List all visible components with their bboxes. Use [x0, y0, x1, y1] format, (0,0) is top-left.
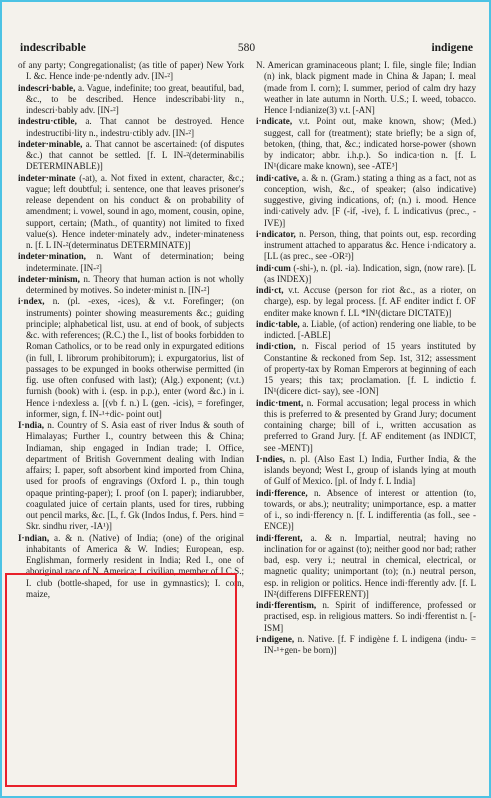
dictionary-entry — [18, 296, 244, 420]
headword: i·ndicator, — [256, 228, 296, 239]
definition: a. Liable, (of action) rendering one liable, to be indicted. [-ABLE] — [264, 318, 477, 340]
definition: of any party; Congregationalist; (as title of paper) New York I. &c. Hence inde·pe·ndently adv. [IN-²] — [18, 60, 244, 82]
headword: indi·cative, — [256, 172, 300, 183]
headword: i·ndicate, — [256, 116, 293, 127]
definition: n. Formal accusation; legal process in which this is preferred to & presented by Grand Jury; document containing charge; bill of i., written accusation as preferred to Grand Jury. [f. AF enditement (as INDICT, see -MENT)] — [264, 397, 476, 453]
headword: I·ndia, — [18, 420, 45, 430]
dictionary-entry — [18, 139, 244, 173]
headword: indic·tment, — [256, 397, 304, 408]
headword: i·ndigene, — [256, 633, 295, 644]
dictionary-entry — [256, 533, 476, 601]
headword: indeter·minable, — [18, 138, 83, 149]
dictionary-entry — [256, 263, 476, 286]
dictionary-entry — [18, 173, 244, 252]
definition: n. Theory that human action is not wholly determined by motives. So indeter·minist n. [IN-²] — [26, 273, 244, 295]
dictionary-entry — [18, 251, 244, 274]
definition: n. Spirit of indifference, professed or practised, esp. in religious matters. So indi·fferentist n. [-ISM] — [264, 600, 476, 633]
definition: n. Country of S. Asia east of river Indus & south of Himalayas; Further I., country between this & China; Indiaman, ship engaged in Indian trade; I. Office, department of British Government dealing with Indian affairs; I. paper, soft absorbent kind imported from China, used for proofs of engravings (Oxford I. p., thin tough opaque printing-paper); I. proof (on I. paper); indiarubber, coagulated juice of certain plants, used for tires, rubbing out pencil marks, &c. [L, f. Gk (Indos Indus, f. Pers. hind = Skr. sindhu river, -IA¹)] — [26, 420, 244, 532]
header-right-guide-word: indigene — [431, 42, 473, 54]
definition: a. & n. Impartial, neutral; having no inclination for or against (to); neither good nor bad; rather bad, esp. very i.; neutral in chemical, electrical, or magnetic quality; unimportant (to); (n.) neutral person, esp. in religion or politics. Hence indi·fferently adv. [f. L IN²(differens DIFFERENT)] — [264, 532, 476, 599]
definition: (-at), a. Not fixed in extent, character, &c.; vague; left doubtful; i. sentence, one that leaves prisoner's release dependent on his conduct & on probability of amendment; i. vowel, sound in ago, moment, cousin, opine, support, certain; (Math., of quantity) not limited to fixed value(s). Hence indeter·minately adv., indeter·minateness n. [f. L IN-²(determinatus DETERMINATE)] — [26, 172, 245, 250]
headword: indi·ction, — [256, 341, 296, 352]
definition: n. Want of determination; being indeterminate. [IN-²] — [26, 251, 244, 273]
header-left-guide-word: indescribable — [20, 42, 86, 54]
dictionary-entry — [256, 341, 476, 397]
dictionary-entry — [18, 83, 244, 117]
page-number: 580 — [237, 42, 256, 54]
definition: a. & n. (Native) of India; (one) of the original inhabitants of America & W. Indies; European, esp. Englishman, formerly resident in India; Red I., one of aboriginal race of N. America; I. civilian, member of I.C.S.; I. club (bottle-shaped, for use in gymnastics); I. corn, maize, — [26, 532, 244, 599]
dictionary-entry — [256, 600, 476, 634]
headword: indeter·minism, — [18, 273, 80, 284]
definition: a. Vague, indefinite; too great, beautiful, bad, &c., to be described. Hence indescribabi·lity n., indescri·bably adv. [IN-²] — [26, 82, 244, 115]
headword: I·ndies, — [256, 453, 286, 464]
definition: a. That cannot be ascertained: (of disputes &c.) that cannot be settled. [f. L IN-²(determinabilis DETERMINABLE)] — [26, 138, 245, 172]
definition: N. American graminaceous plant; I. file, single file; Indian (n) ink, black pigment made in China & Japan; I. meal (made from I. corn); I. summer, period of calm dry hazy weather in late autumn in North. U.S.; I. weed, tobacco. Hence I·ndianize(3) v.t. [-AN] — [256, 60, 476, 115]
dictionary-entry — [18, 116, 244, 139]
dictionary-entry — [256, 398, 476, 454]
definition: n. Absence of interest or attention (to, towards, or abs.); neutrality; unimportance, esp. a matter of i., so indi·fferency n. [f. L indifferentia (as foll., see -ENCE)] — [264, 487, 476, 532]
definition: n. Fiscal period of 15 years instituted by Constantine & reckoned from Sep. 1st, 312; assessment of property-tax by Roman Emperors at beginning of each 15 years; this tax; proclamation. [f. L indictio f. IN¹(dicere dict- say), see -ION] — [264, 341, 476, 397]
headword: indi·fference, — [256, 487, 308, 498]
definition: (-shi-), n. (pl. -ia). Indication, sign, (now rare). [L (as INDEX)] — [264, 262, 476, 284]
right-column — [256, 60, 476, 656]
definition: n. pl. (Also East I.) India, Further India, & the islands beyond; West I., group of islands lying at mouth of Gulf of Mexico. [pl. of Indy f. L India] — [264, 453, 476, 487]
definition: n. (pl. -exes, -ices), & v.t. Forefinger; (on instruments) pointer showing measurements &c.; guiding principle; alphabetical list, usu. at end of book, of subjects &c. with references; (R.C.) the I., list of books forbidden to Roman Catholics, or to be read only in expurgated editions (in full, I. librorum prohibitorum); i. expurgatorius, list of passages to be expunged in books otherwise permitted (in fig. use often confused with last); (Alg.) exponent; (v.t.) furnish (book) with i. (esp. in p.p.), enter (word &c.) in i. Hence i·ndexless a. [(vb f. n.) L (gen. -icis), = forefinger, informer, sign, f. IN-¹+dic- point out] — [26, 296, 244, 419]
highlight-box — [5, 573, 237, 787]
definition: a. That cannot be destroyed. Hence indestructibi·lity n., indestru·ctibly adv. [IN-²] — [26, 116, 244, 138]
definition: v.t. Point out, make known, show; (Med.) suggest, call for (treatment); state briefly; be a sign of, betoken, (thing, that, &c.; indicated horse-power (shown by indicator; abbr. i.h.p.). So indica·tion n. [f. L IN¹(dicare make known), see -ATE³] — [264, 116, 476, 172]
headword: I·ndian, — [18, 532, 50, 543]
left-column — [18, 60, 244, 600]
definition: a. & n. (Gram.) stating a thing as a fact, not as conception, wish, &c., of speaker; (also indicative) suggestive, giving indications, of; (n.) i. mood. Hence indi·catively adv. [F (-if, -ive), f. L indicativus (prec., -IVE)] — [264, 172, 476, 228]
dictionary-entry — [256, 116, 476, 172]
definition: v.t. Accuse (person for riot &c., as a rioter, on charge), esp. by legal process. [f. AF enditer indict f. OF enditer make known f. LL *IN¹(dictare DICTATE)] — [264, 285, 476, 318]
headword: indi·cum — [256, 262, 291, 273]
dictionary-entry — [256, 173, 476, 229]
dictionary-entry — [256, 60, 476, 116]
definition: n. Person, thing, that points out, esp. recording instrument attached to apparatus &c. Hence i·ndicatory a. [LL (as prec., see -OR²)] — [264, 228, 476, 262]
headword: indic·table, — [256, 318, 300, 329]
headword: indescri·bable, — [18, 82, 76, 93]
definition: n. Native. [f. F indigène f. L indigena (indu- = IN-¹+gen- be born)] — [264, 633, 476, 655]
headword: i·ndex, — [18, 296, 45, 307]
dictionary-entry — [256, 634, 476, 657]
dictionary-entry — [18, 274, 244, 297]
dictionary-entry — [256, 229, 476, 263]
running-header — [20, 42, 473, 58]
dictionary-entry — [18, 60, 244, 83]
dictionary-entry — [256, 319, 476, 342]
headword: indi·fferentism, — [256, 600, 317, 610]
headword: indeter·minate — [18, 172, 76, 183]
dictionary-entry — [256, 285, 476, 319]
dictionary-entry — [256, 488, 476, 533]
headword: indeter·mination, — [18, 251, 86, 262]
headword: indestru·ctible, — [18, 116, 77, 127]
dictionary-entry — [256, 454, 476, 488]
dictionary-entry — [18, 420, 244, 533]
headword: indi·fferent, — [256, 532, 303, 543]
headword: indi·ct, — [256, 285, 284, 295]
